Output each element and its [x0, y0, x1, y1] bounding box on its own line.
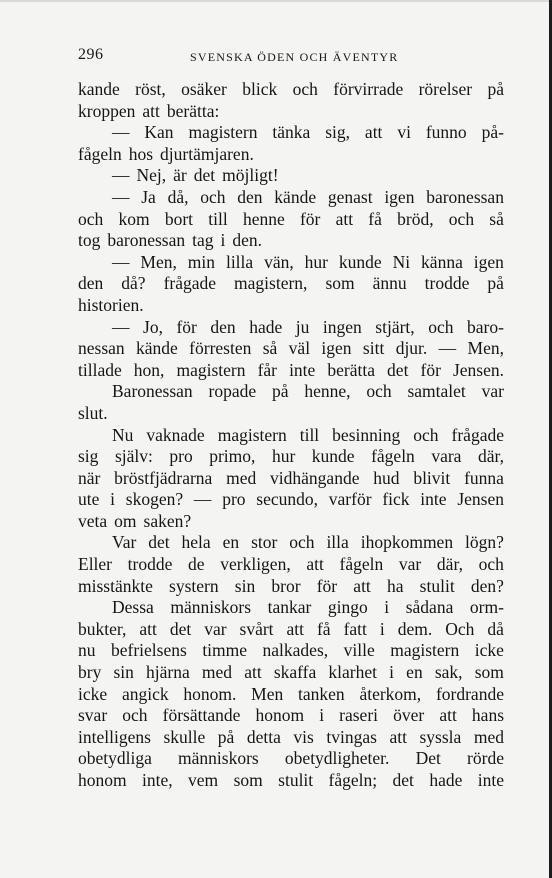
word: rörde [467, 748, 504, 769]
word: veta [78, 510, 108, 531]
word: och [428, 316, 454, 337]
text-line [78, 252, 504, 274]
word: var [204, 618, 227, 639]
word: och [366, 381, 392, 402]
word: tillade [78, 359, 122, 380]
word: klarhet [328, 662, 378, 683]
text-line [78, 597, 504, 619]
word: skaffa [273, 662, 317, 683]
word: och [478, 554, 504, 575]
word: att [439, 705, 457, 726]
word: icke [78, 683, 108, 704]
word: Jensen. [452, 359, 504, 380]
word: — [193, 489, 212, 510]
word: magistern, [234, 273, 308, 294]
word: sig [78, 446, 99, 467]
page-top-edge [0, 0, 552, 2]
word: nessan [78, 338, 125, 359]
word: rörelser [418, 79, 473, 99]
word: igen [384, 186, 415, 207]
text-line [78, 770, 504, 792]
word: ingen [322, 316, 362, 337]
word: pro [222, 489, 246, 510]
word: återkom, [359, 683, 422, 704]
word: sitt [362, 338, 385, 359]
word: obetydligheter. [284, 748, 390, 769]
word: bröd, [397, 208, 434, 229]
word: Var [112, 532, 137, 553]
word: sådana [405, 597, 454, 618]
word: igen [473, 251, 504, 272]
word: då [487, 618, 504, 639]
word: funno [425, 122, 467, 143]
word: frågade [451, 424, 504, 445]
word: i [319, 705, 325, 726]
word: då? [121, 273, 146, 294]
word: och [289, 532, 315, 553]
word: obetydliga [78, 748, 152, 769]
word: var [481, 381, 504, 402]
word: på [217, 726, 235, 747]
word: det [387, 359, 409, 380]
word: primo, [209, 446, 256, 467]
word: slut. [78, 402, 108, 423]
word: en [406, 662, 423, 683]
text-line [78, 79, 504, 101]
word: till [299, 424, 320, 445]
word: svar [78, 705, 108, 726]
word: raseri [339, 705, 379, 726]
word: frågade [163, 273, 217, 294]
word: nu [78, 640, 96, 661]
word: att [244, 662, 262, 683]
word: baronessan [426, 186, 504, 207]
word: för [316, 575, 338, 596]
text-line [78, 640, 504, 662]
word: att [353, 575, 371, 596]
word: funna [464, 467, 504, 488]
text-line [78, 684, 504, 706]
word: baro- [466, 316, 504, 337]
word: lögn? [465, 532, 504, 553]
text-line [78, 554, 504, 576]
word: stjärt, [375, 316, 415, 337]
word: i [110, 489, 116, 510]
word: som [474, 662, 504, 683]
word: kunde [338, 251, 382, 272]
word: hade [429, 770, 463, 790]
word: Men, [140, 251, 177, 272]
word: baronessan [107, 230, 186, 251]
word: svårt [239, 618, 274, 639]
word: besinning [332, 424, 401, 445]
word: själv: [114, 446, 153, 467]
word: stor [251, 532, 278, 553]
word: känna [421, 251, 463, 272]
word: Dessa [112, 597, 154, 618]
word: befrielsens [111, 640, 187, 661]
word: den. [232, 230, 263, 251]
word: blivit [413, 467, 451, 488]
word: när [78, 467, 101, 488]
word: som [233, 770, 263, 790]
word: detta [246, 726, 281, 747]
word: hans [471, 705, 504, 726]
word: hela [181, 532, 211, 553]
word: den? [470, 575, 504, 596]
word: Nej, [136, 165, 167, 186]
word: orm- [469, 597, 504, 618]
word: den [78, 273, 104, 294]
word: Eller [78, 554, 113, 575]
word: hud [373, 467, 400, 488]
word: — [112, 165, 130, 186]
word: som [325, 273, 355, 294]
word: — [112, 316, 130, 337]
word: timme [202, 640, 248, 661]
word: och [413, 424, 439, 445]
word: att [364, 122, 383, 143]
text-line [78, 403, 504, 425]
word: förresten [189, 338, 252, 359]
word: ju [295, 316, 310, 337]
word: igen [321, 338, 352, 359]
word: vis [293, 726, 314, 747]
word: fågeln; [328, 770, 378, 790]
word: pro [169, 446, 193, 467]
word: hon, [133, 359, 165, 380]
word: hos [128, 143, 154, 164]
word: fågeln [371, 446, 415, 467]
word: historien. [78, 294, 144, 315]
word: den [237, 186, 263, 207]
running-title: SVENSKA ÖDEN OCH ÄVENTYR [190, 50, 399, 64]
word: till [208, 208, 228, 229]
word: fick [382, 489, 410, 510]
word: vem [188, 770, 219, 790]
word: bror [271, 575, 301, 596]
word: med [226, 467, 257, 488]
word: väl [288, 338, 311, 359]
text-line [78, 576, 504, 598]
word: de [188, 554, 205, 575]
word: henne, [304, 381, 351, 402]
word: det [148, 532, 170, 553]
word: magistern [217, 424, 287, 445]
text-line [78, 532, 504, 554]
word: att [306, 554, 324, 575]
word: kande [78, 79, 120, 99]
word: honom [78, 770, 127, 790]
word: henne [242, 208, 285, 229]
word: försättande [162, 705, 241, 726]
word: intelligens [78, 726, 151, 747]
word: då, [167, 186, 189, 207]
word: det [169, 618, 192, 639]
word: min [187, 251, 216, 272]
word: vara [431, 446, 462, 467]
word: sin [234, 575, 256, 596]
word: en [222, 532, 240, 553]
word: om [114, 510, 137, 531]
word: möjligt! [222, 165, 279, 186]
word: samtalet [407, 381, 466, 402]
word: kände [274, 186, 317, 207]
word: och [448, 208, 475, 229]
text-line [78, 338, 504, 360]
word: fordrande [435, 683, 504, 704]
word: över [393, 705, 425, 726]
text-line [78, 446, 504, 468]
word: ännu [372, 273, 407, 294]
word: fågeln [339, 554, 384, 575]
word: magistern [390, 640, 460, 661]
word: dem. [397, 618, 433, 639]
word: angick [121, 683, 169, 704]
word: magistern [176, 359, 246, 380]
word: lilla [225, 251, 254, 272]
word: ihopkommen [360, 532, 454, 553]
word: Men, [467, 338, 504, 359]
word: ville [343, 640, 375, 661]
word: det [392, 770, 414, 790]
word: Ni [392, 251, 411, 272]
word: hjärna [146, 662, 190, 683]
word: hur [304, 251, 328, 272]
word: Jensen [457, 489, 504, 510]
word: det [193, 165, 216, 186]
text-line [78, 468, 504, 490]
word: — [112, 251, 130, 272]
word: på [271, 381, 289, 402]
word: förvirrade [333, 79, 404, 99]
text-line [78, 425, 504, 447]
word: Kan [144, 122, 174, 143]
word: i [379, 618, 385, 639]
text-line [78, 662, 504, 684]
word: djur. [395, 338, 428, 359]
word: genast [327, 186, 373, 207]
word: kroppen [78, 100, 136, 121]
word: — [438, 338, 457, 359]
word: att [142, 100, 160, 121]
text-line [78, 165, 504, 187]
word: inte [289, 359, 316, 380]
text-line [78, 727, 504, 749]
word: med [201, 662, 233, 683]
word: trodde [424, 273, 470, 294]
word: vän, [264, 251, 294, 272]
word: bry [78, 662, 102, 683]
word: med [473, 726, 504, 747]
word: skogen? [125, 489, 184, 510]
word: — [112, 186, 130, 207]
text-line [78, 187, 504, 209]
word: för [176, 316, 197, 337]
word: ropade [208, 381, 257, 402]
word: inte [477, 770, 504, 790]
text-line [78, 273, 504, 295]
text-line [78, 101, 504, 123]
word: på- [481, 122, 504, 143]
word: på [487, 273, 504, 294]
word: kände [136, 338, 178, 359]
word: och [200, 186, 226, 207]
text-line [78, 360, 504, 382]
word: tänka [272, 122, 311, 143]
word: människors [178, 748, 259, 769]
word: Nu [112, 424, 134, 445]
word: berätta [327, 359, 375, 380]
text-line [78, 209, 504, 231]
text-line [78, 144, 504, 166]
word: där, [436, 554, 463, 575]
word: vaknade [146, 424, 205, 445]
word: syssla [419, 726, 462, 747]
text-line [78, 705, 504, 727]
word: tanken [298, 683, 345, 704]
word: blick [242, 79, 278, 99]
word: var [398, 554, 422, 575]
word: kom [118, 208, 150, 229]
word: honom [255, 705, 305, 726]
page-header [78, 44, 508, 68]
word: människors [170, 597, 252, 618]
word: sig, [325, 122, 351, 143]
body-text [78, 79, 504, 792]
word: Och [445, 618, 475, 639]
word: bort [164, 208, 194, 229]
text-line [78, 489, 504, 511]
word: att [286, 618, 305, 639]
word: tag [192, 230, 214, 251]
word: röst, [135, 79, 166, 99]
word: Men [251, 683, 284, 704]
word: vidhängande [270, 467, 360, 488]
page-number: 296 [78, 46, 104, 63]
word: tvingas [326, 726, 377, 747]
word: kunde [311, 446, 355, 467]
word: bröstfjädrarna [114, 467, 213, 488]
word: tog [78, 230, 101, 251]
word: och [78, 208, 104, 229]
word: varför [328, 489, 372, 510]
word: trodde [127, 554, 173, 575]
word: tankar [267, 597, 312, 618]
word: nalkades, [262, 640, 329, 661]
word: hade [249, 316, 283, 337]
word: ha [386, 575, 404, 596]
word: misstänkte [78, 575, 153, 596]
word: honom. [183, 683, 237, 704]
text-line [78, 511, 504, 533]
word: inte, [142, 770, 173, 790]
word: berätta: [166, 100, 220, 121]
word: hur [271, 446, 296, 467]
word: så [489, 208, 504, 229]
word: secundo, [256, 489, 319, 510]
word: på [487, 79, 504, 99]
word: Ja [141, 186, 156, 207]
word: att [335, 208, 354, 229]
word: så [262, 338, 278, 359]
word: och [292, 79, 318, 99]
word: får [257, 359, 277, 380]
word: icke [474, 640, 504, 661]
word: den [210, 316, 236, 337]
word: sin [113, 662, 134, 683]
word: och [122, 705, 148, 726]
word: ute [78, 489, 100, 510]
word: vi [397, 122, 411, 143]
word: i [384, 597, 390, 618]
word: bukter, [78, 618, 127, 639]
word: fågeln [78, 143, 122, 164]
word: att [139, 618, 157, 639]
word: att [389, 726, 407, 747]
word: i [220, 230, 226, 251]
word: skulle [163, 726, 206, 747]
word: är [173, 165, 187, 186]
word: saken? [143, 510, 192, 531]
word: djurtämjaren. [160, 143, 254, 164]
text-line [78, 295, 504, 317]
word: verkligen, [220, 554, 291, 575]
word: osäker [181, 79, 227, 99]
word: där, [477, 446, 504, 467]
word: inte [420, 489, 447, 510]
word: i [389, 662, 395, 683]
text-line [78, 748, 504, 770]
text-line [78, 381, 504, 403]
word: magistern [188, 122, 258, 143]
word: för [420, 359, 441, 380]
text-line [78, 122, 504, 144]
text-line [78, 317, 504, 339]
word: Baronessan [112, 381, 193, 402]
text-line [78, 619, 504, 641]
word: få [368, 208, 382, 229]
word: Det [415, 748, 441, 769]
word: fatt [343, 618, 367, 639]
word: få [316, 618, 331, 639]
word: — [112, 122, 130, 143]
word: systern [169, 575, 219, 596]
word: sak, [434, 662, 463, 683]
word: för [299, 208, 321, 229]
word: gingo [327, 597, 368, 618]
word: Jo, [143, 316, 163, 337]
word: illa [326, 532, 349, 553]
word: stulit [419, 575, 455, 596]
word: stulit [278, 770, 314, 790]
text-line [78, 230, 504, 252]
